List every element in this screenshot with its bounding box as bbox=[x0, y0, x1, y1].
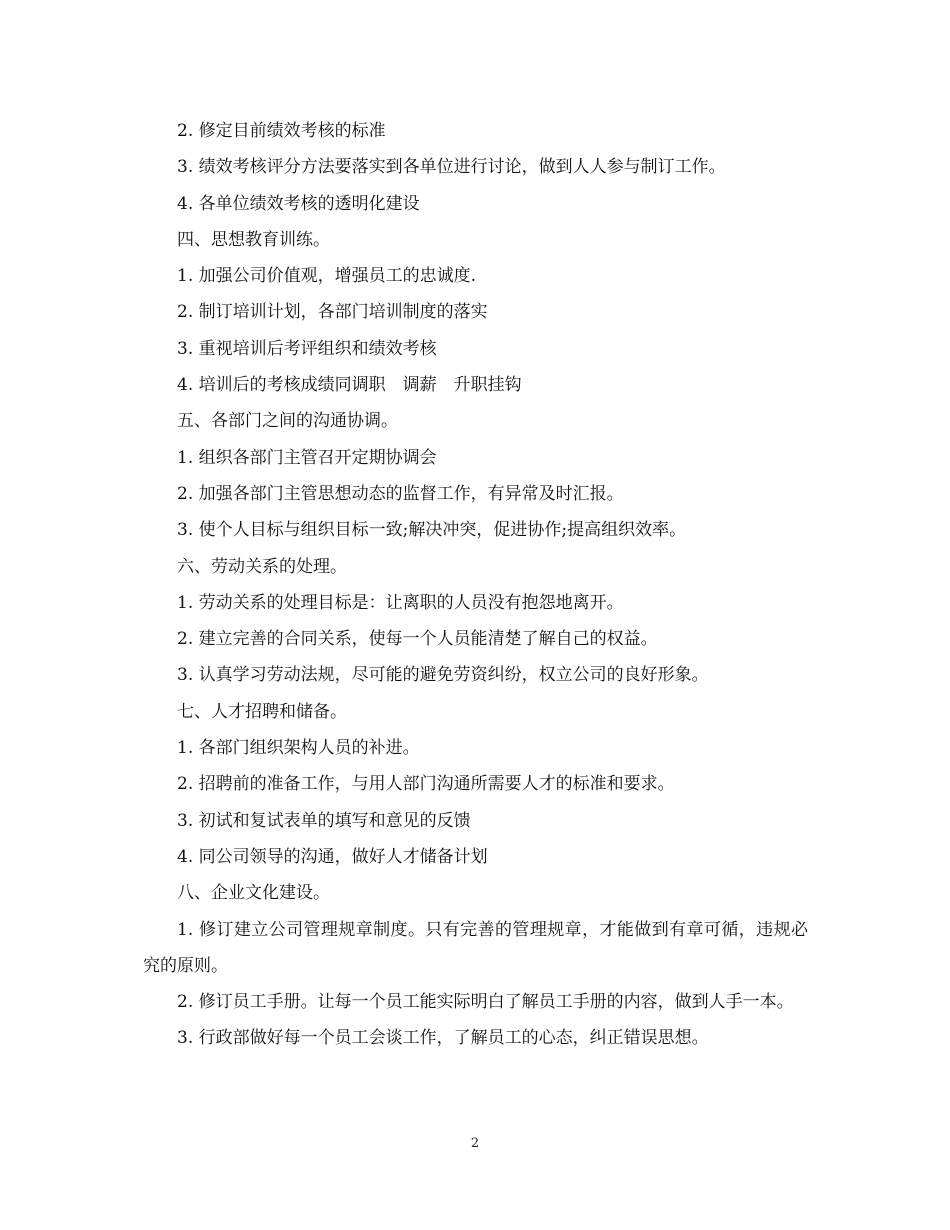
paragraph-10: 1. 组织各部门主管召开定期协调会 bbox=[177, 447, 437, 468]
section-heading-5: 五、各部门之间的沟通协调。 bbox=[177, 411, 398, 432]
paragraph-3: 4. 各单位绩效考核的透明化建设 bbox=[177, 193, 420, 214]
page-number: 2 bbox=[470, 1136, 480, 1151]
paragraph-6: 2. 制订培训计划，各部门培训制度的落实 bbox=[177, 302, 488, 323]
paragraph-2: 3. 绩效考核评分方法要落实到各单位进行讨论，做到人人参与制订工作。 bbox=[177, 157, 726, 178]
section-heading-7: 七、人才招聘和储备。 bbox=[177, 701, 347, 722]
paragraph-18: 1. 各部门组织架构人员的补进。 bbox=[177, 738, 420, 759]
section-heading-6: 六、劳动关系的处理。 bbox=[177, 556, 347, 577]
paragraph-14: 1. 劳动关系的处理目标是：让离职的人员没有抱怨地离开。 bbox=[177, 592, 624, 613]
paragraph-1: 2. 修定目前绩效考核的标准 bbox=[177, 121, 386, 141]
section-heading-4: 四、思想教育训练。 bbox=[177, 229, 330, 250]
paragraph-5: 1. 加强公司价值观，增强员工的忠诚度. bbox=[177, 266, 477, 287]
paragraph-25: 3. 行政部做好每一个员工会谈工作，了解员工的心态，纠正错误思想。 bbox=[177, 1028, 709, 1049]
paragraph-11: 2. 加强各部门主管思想动态的监督工作，有异常及时汇报。 bbox=[177, 483, 624, 504]
paragraph-12: 3. 使个人目标与组织目标一致;解决冲突，促进协作;提高组织效率。 bbox=[177, 520, 687, 541]
paragraph-8: 4. 培训后的考核成绩同调职 调薪 升职挂钩 bbox=[177, 375, 522, 396]
paragraph-21: 4. 同公司领导的沟通，做好人才储备计划 bbox=[177, 846, 488, 867]
section-heading-8: 八、企业文化建设。 bbox=[177, 883, 330, 904]
paragraph-19: 2. 招聘前的准备工作，与用人部门沟通所需要人才的标准和要求。 bbox=[177, 774, 675, 795]
paragraph-16: 3. 认真学习劳动法规，尽可能的避免劳资纠纷，权立公司的良好形象。 bbox=[177, 665, 709, 686]
document-body bbox=[143, 113, 808, 1057]
paragraph-20: 3. 初试和复试表单的填写和意见的反馈 bbox=[177, 810, 471, 831]
paragraph-7: 3. 重视培训后考评组织和绩效考核 bbox=[177, 338, 437, 359]
paragraph-23: 1. 修订建立公司管理规章制度。只有完善的管理规章，才能做到有章可循，违规必究的原则。 bbox=[143, 919, 808, 976]
paragraph-15: 2. 建立完善的合同关系，使每一个人员能清楚了解自己的权益。 bbox=[177, 629, 658, 650]
paragraph-24: 2. 修订员工手册。让每一个员工能实际明白了解员工手册的内容，做到人手一本。 bbox=[177, 992, 794, 1013]
